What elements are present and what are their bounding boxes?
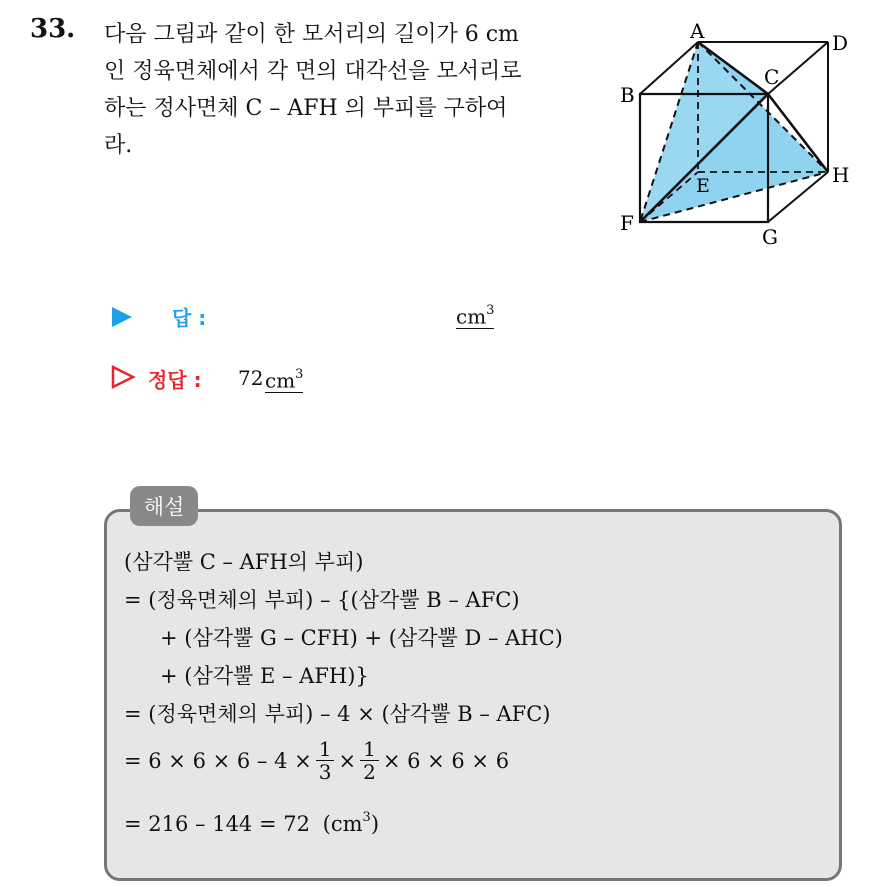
question-number: 33. (30, 14, 76, 44)
final-unit-text: cm (330, 812, 363, 836)
solution-calc-line (124, 738, 509, 783)
final-expression: = 216 – 144 = 72 (124, 812, 310, 836)
fraction-denominator: 3 (318, 760, 332, 784)
calc-suffix: × 6 × 6 × 6 (382, 748, 510, 773)
correct-unit-exp: 3 (295, 367, 304, 382)
question-line: 하는 정사면체 C – AFH 의 부피를 구하여 (104, 96, 508, 121)
final-unit: $(cm^3)$ (322, 810, 380, 836)
fraction-one-half (360, 738, 379, 783)
fraction-numerator: 1 (360, 738, 379, 761)
vertex-label-H: H (832, 163, 850, 187)
answer-label: 답 : (172, 306, 207, 330)
answer-unit (456, 302, 494, 329)
cube-figure (608, 20, 868, 256)
correct-label: 정답 : (148, 368, 202, 392)
vertex-label-G: G (762, 225, 778, 249)
answer-unit-exp: 3 (486, 303, 495, 318)
question-line: 라. (104, 133, 133, 158)
solution-line: = (정육면체의 부피) – {(삼각뿔 B – AFC) (124, 588, 520, 612)
solution-line: + (삼각뿔 G – CFH) + (삼각뿔 D – AHC) (160, 626, 563, 650)
question-text (104, 16, 600, 164)
question-line: 다음 그림과 같이 한 모서리의 길이가 6 cm (104, 22, 519, 47)
vertex-label-F: F (620, 211, 634, 235)
vertex-label-C: C (764, 65, 780, 89)
final-unit-exp: 3 (362, 810, 371, 825)
vertex-label-D: D (832, 31, 849, 55)
answer-unit-text: cm (456, 304, 487, 329)
solution-badge: 해설 (130, 486, 198, 526)
solution-line: = (정육면체의 부피) – 4 × (삼각뿔 B – AFC) (124, 702, 551, 726)
answer-marker-icon (110, 305, 134, 329)
times-sign: × (338, 748, 357, 773)
correct-unit-text: cm (265, 368, 296, 393)
solution-line: (삼각뿔 C – AFH의 부피) (124, 550, 364, 574)
fraction-numerator: 1 (316, 738, 335, 761)
correct-value: 72 (238, 366, 264, 390)
vertex-label-B: B (620, 83, 635, 107)
question-line: 인 정육면체에서 각 면의 대각선을 모서리로 (104, 59, 522, 84)
correct-marker-icon (110, 364, 136, 390)
solution-line: + (삼각뿔 E – AFH)} (160, 664, 369, 688)
fraction-one-third (316, 738, 335, 783)
solution-final-line (124, 812, 379, 836)
calc-prefix: = 6 × 6 × 6 – 4 × (124, 748, 312, 773)
vertex-label-A: A (690, 20, 705, 43)
correct-unit (265, 366, 303, 393)
fraction-denominator: 2 (363, 760, 376, 784)
vertex-label-E: E (696, 175, 710, 197)
